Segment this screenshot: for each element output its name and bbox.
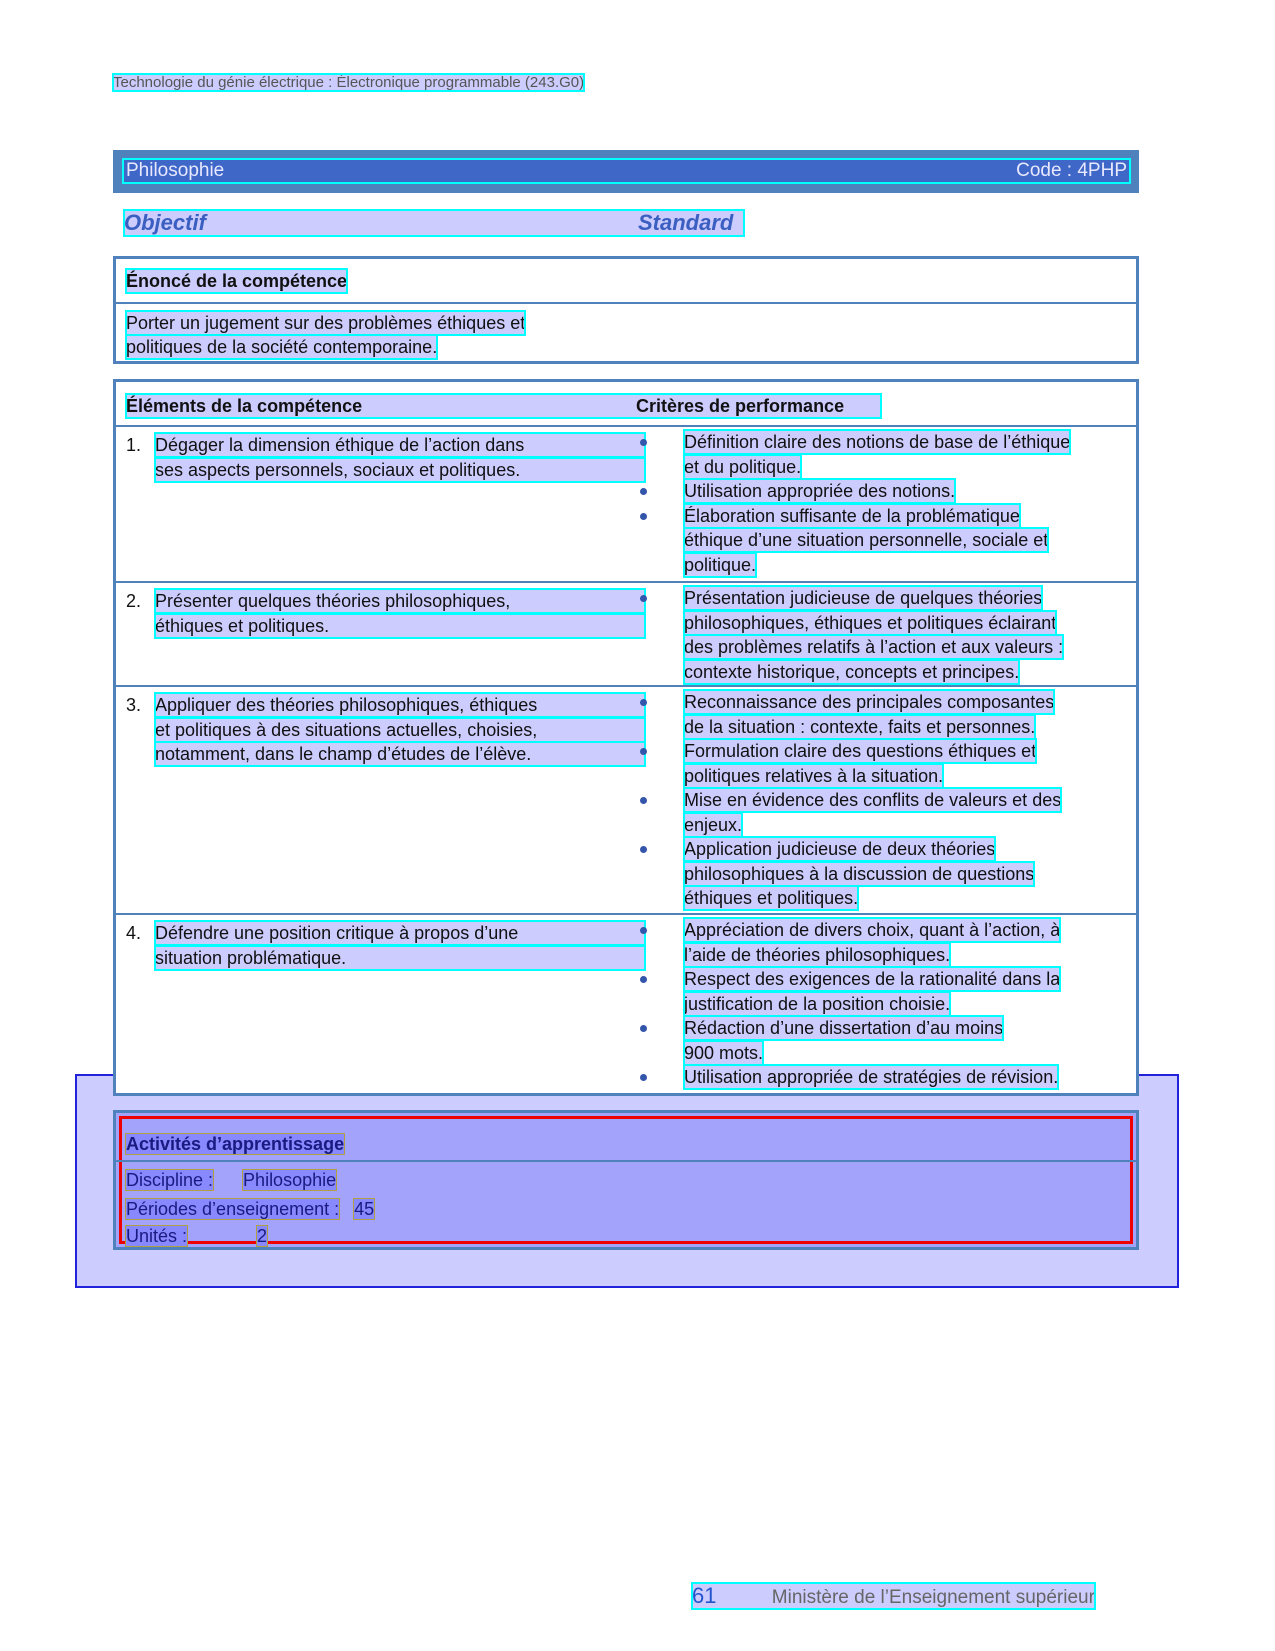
row-divider: [116, 425, 1136, 427]
element-number: 1.: [126, 435, 142, 455]
program-header: Technologie du génie électrique : Électronique programmable (243.G0): [113, 74, 585, 91]
page-footer: [692, 1583, 1095, 1609]
enonce-line: politiques de la société contemporaine.: [126, 337, 438, 357]
element-number: 3.: [126, 695, 142, 715]
divider: [116, 1160, 1136, 1162]
element-text: situation problématique.: [155, 946, 645, 970]
element-number: 2.: [126, 591, 142, 611]
criterion-text: philosophiques, éthiques et politiques éclairant: [684, 612, 1057, 633]
bullet-icon: [640, 439, 647, 446]
criterion-text: Utilisation appropriée de stratégies de révision.: [684, 1067, 1059, 1087]
elements-heading-left: Éléments de la compétence: [126, 396, 363, 416]
course-title-bar: [113, 150, 1139, 193]
enonce-heading: Énoncé de la compétence: [126, 271, 348, 291]
enonce-table: [113, 256, 1139, 364]
discipline-value: Philosophie: [243, 1170, 337, 1190]
criterion-text: l’aide de théories philosophiques.: [684, 944, 951, 965]
objectif-standard-row: [124, 210, 744, 236]
criterion-text: Élaboration suffisante de la problématique: [684, 505, 1020, 526]
element-text: ses aspects personnels, sociaux et politiques.: [155, 458, 645, 482]
element-text: Défendre une position critique à propos d’une: [155, 921, 645, 945]
criterion-text: de la situation : contexte, faits et personnes.: [684, 716, 1036, 737]
unites-value: 2: [257, 1226, 268, 1246]
criterion-text: politiques relatives à la situation.: [684, 765, 944, 786]
activites-heading: Activités d’apprentissage: [126, 1134, 345, 1154]
bullet-icon: [640, 976, 647, 983]
element-text: Appliquer des théories philosophiques, éthiques: [155, 693, 645, 717]
bullet-icon: [640, 488, 647, 495]
discipline-title: Philosophie: [126, 160, 225, 181]
element-text: et politiques à des situations actuelles, choisies,: [155, 718, 645, 742]
criterion-text: Reconnaissance des principales composantes: [684, 692, 1055, 712]
criterion-text: Définition claire des notions de base de l’éthique: [684, 432, 1071, 452]
bullet-icon: [640, 1074, 647, 1081]
ministry-name: Ministère de l’Enseignement supérieur: [771, 1587, 1095, 1608]
element-text: notamment, dans le champ d’études de l’élève.: [155, 742, 645, 766]
criterion-text: éthiques et politiques.: [684, 888, 859, 908]
row-divider: [116, 913, 1136, 915]
divider: [116, 302, 1136, 304]
criterion-text: justification de la position choisie.: [684, 993, 951, 1014]
row-divider: [116, 581, 1136, 583]
bullet-icon: [640, 748, 647, 755]
row-divider: [116, 685, 1136, 687]
activites-table: [113, 1110, 1139, 1250]
elements-heading: [126, 394, 881, 418]
element-text: Présenter quelques théories philosophiques,: [155, 589, 645, 613]
elements-table: [113, 379, 1139, 1096]
criterion-text: 900 mots.: [684, 1042, 764, 1063]
element-text: éthiques et politiques.: [155, 614, 645, 638]
course-code: Code : 4PHP: [1016, 160, 1127, 181]
criterion-text: politique.: [684, 554, 757, 575]
bullet-icon: [640, 513, 647, 520]
criterion-text: Utilisation appropriée des notions.: [684, 481, 956, 501]
criterion-text: et du politique.: [684, 456, 802, 477]
criterion-text: Respect des exigences de la rationalité dans la: [684, 969, 1061, 989]
criterion-text: Rédaction d’une dissertation d’au moins: [684, 1018, 1004, 1038]
criterion-text: Appréciation de divers choix, quant à l’action, à: [684, 920, 1061, 940]
bullet-icon: [640, 1025, 647, 1032]
periodes-label: Périodes d’enseignement :: [126, 1199, 340, 1219]
enonce-line: Porter un jugement sur des problèmes éthiques et: [126, 313, 526, 333]
criterion-text: des problèmes relatifs à l’action et aux valeurs :: [684, 637, 1064, 657]
criterion-text: éthique d’une situation personnelle, sociale et: [684, 530, 1049, 550]
standard-label: Standard: [638, 210, 734, 235]
bullet-icon: [640, 927, 647, 934]
criterion-text: philosophiques à la discussion de questions: [684, 863, 1035, 884]
discipline-label: Discipline :: [126, 1170, 214, 1190]
criterion-text: Présentation judicieuse de quelques théories: [684, 588, 1043, 608]
criterion-text: Application judicieuse de deux théories: [684, 839, 996, 859]
periodes-value: 45: [354, 1199, 375, 1219]
criterion-text: contexte historique, concepts et principes.: [684, 661, 1020, 682]
criteria-heading: Critères de performance: [636, 396, 845, 416]
bullet-icon: [640, 846, 647, 853]
element-number: 4.: [126, 923, 142, 943]
bullet-icon: [640, 595, 647, 602]
criterion-text: Mise en évidence des conflits de valeurs et des: [684, 790, 1062, 810]
bullet-icon: [640, 699, 647, 706]
criterion-text: Formulation claire des questions éthiques et: [684, 741, 1037, 761]
element-text: Dégager la dimension éthique de l’action dans: [155, 433, 645, 457]
objectif-label: Objectif: [124, 210, 206, 235]
unites-label: Unités :: [126, 1226, 188, 1246]
criterion-text: enjeux.: [684, 814, 743, 835]
bullet-icon: [640, 797, 647, 804]
page-number: 61: [692, 1583, 717, 1608]
